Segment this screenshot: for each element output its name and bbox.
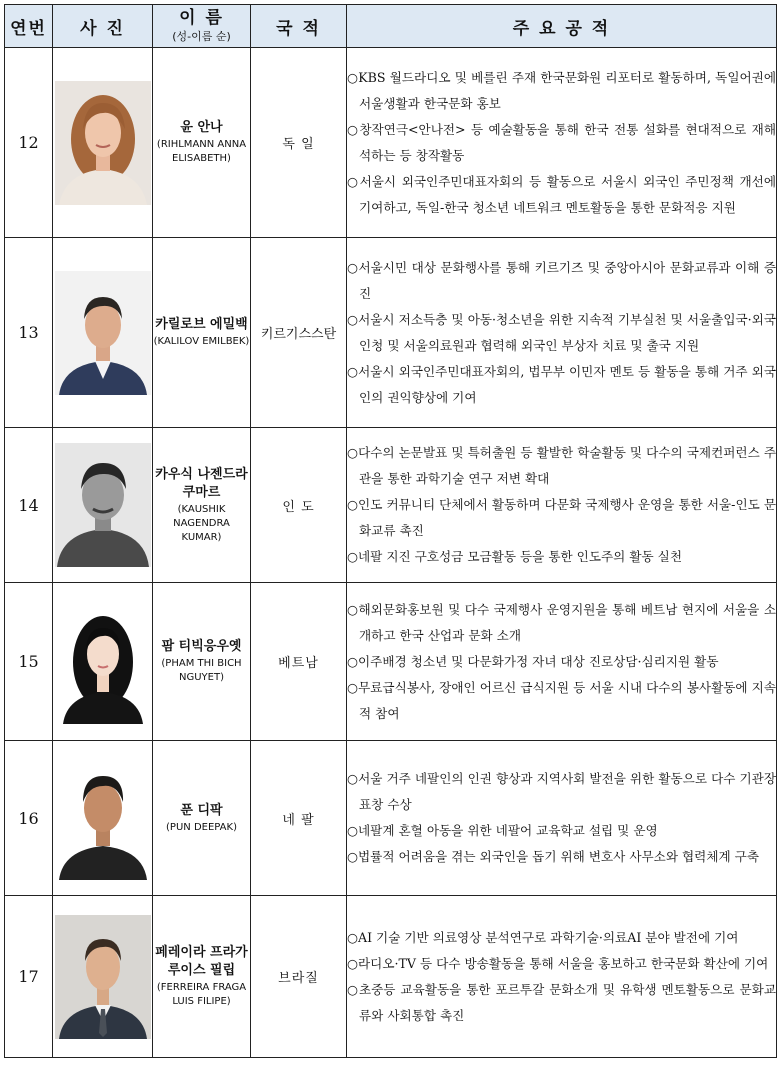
- name-cell: [153, 741, 251, 896]
- achievement-item: ○무료급식봉사, 장애인 어르신 급식지원 등 서울 시내 다수의 봉사활동에 지속적 참여: [347, 679, 776, 721]
- name-cell: [153, 238, 251, 428]
- english-name: (PHAM THI BICH NGUYET): [161, 658, 242, 683]
- awardees-table: [4, 4, 777, 1058]
- achievement-item: ○서울시민 대상 문화행사를 통해 키르기즈 및 중앙아시아 문화교류과 이해 증진: [347, 259, 776, 301]
- achievements-cell: [347, 583, 777, 741]
- achievement-item: ○네팔계 혼혈 아동을 위한 네팔어 교육학교 설립 및 운영: [347, 823, 658, 838]
- table-row: [5, 583, 777, 741]
- row-number: 17: [5, 896, 53, 1058]
- table-row: [5, 428, 777, 583]
- table-row: [5, 896, 777, 1058]
- nationality: 독 일: [251, 48, 347, 238]
- achievements-cell: [347, 741, 777, 896]
- english-name: (KAUSHIK NAGENDRA KUMAR): [173, 503, 230, 543]
- achievement-item: ○서울시 저소득층 및 아동·청소년을 위한 지속적 기부실천 및 서울출입국·외국인청 및 서울의료원과 협력해 외국인 부상자 치료 및 출국 지원: [347, 311, 776, 353]
- header-photo: 사 진: [53, 5, 153, 48]
- achievement-item: ○창작연극<안나전> 등 예술활동을 통해 한국 전통 설화를 현대적으로 재해석하는 등 창작활동: [347, 121, 776, 163]
- achievement-item: ○AI 기술 기반 의료영상 분석연구로 과학기술·의료AI 분야 발전에 기여: [347, 929, 739, 945]
- header-no: 연번: [5, 5, 53, 48]
- english-name: (KALILOV EMILBEK): [153, 336, 250, 347]
- achievement-item: ○서울 거주 네팔인의 인권 향상과 지역사회 발전을 위한 활동으로 다수 기관장 표창 수상: [347, 771, 776, 812]
- row-number: 14: [5, 428, 53, 583]
- table-row: [5, 238, 777, 428]
- achievement-item: ○네팔 지진 구호성금 모금활동 등을 통한 인도주의 활동 실천: [347, 549, 682, 564]
- achievement-item: ○인도 커뮤니티 단체에서 활동하며 다문화 국제행사 운영을 통한 서울-인도 문화교류 촉진: [347, 497, 776, 538]
- achievement-item: ○서울시 외국인주민대표자회의, 법무부 이민자 멘토 등 활동을 통해 거주 외국인의 권익향상에 기여: [347, 363, 776, 405]
- korean-name: 카릴로브 에밀백: [155, 317, 248, 332]
- portrait-photo: [55, 600, 151, 724]
- korean-name: 푼 디팍: [180, 802, 223, 818]
- achievement-item: ○KBS 월드라디오 및 베를린 주재 한국문화원 리포터로 활동하며, 독일어권에 서울생활과 한국문화 홍보: [347, 69, 776, 111]
- name-cell: [153, 896, 251, 1058]
- portrait-photo: [55, 915, 151, 1039]
- portrait-photo: [55, 443, 151, 567]
- korean-name: 카우식 나젠드라쿠마르: [155, 466, 248, 500]
- nationality: 네 팔: [251, 741, 347, 896]
- row-number: 16: [5, 741, 53, 896]
- korean-name: 페레이라 프라가 루이스 필립: [155, 945, 248, 978]
- nationality: 브라질: [251, 896, 347, 1058]
- row-number: 12: [5, 48, 53, 238]
- english-name: (PUN DEEPAK): [166, 821, 237, 833]
- nationality: 베트남: [251, 583, 347, 741]
- portrait-photo: [55, 756, 151, 880]
- table-row: [5, 741, 777, 896]
- name-cell: [153, 583, 251, 741]
- english-name: (FERREIRA FRAGA LUIS FILIPE): [156, 982, 247, 1007]
- name-cell: [153, 48, 251, 238]
- achievements-cell: [347, 428, 777, 583]
- row-number: 13: [5, 238, 53, 428]
- korean-name: 팜 티빅응우옛: [161, 639, 242, 654]
- achievement-item: ○다수의 논문발표 및 특허출원 등 활발한 학술활동 및 다수의 국제컨퍼런스 주관을 통한 과학기술 연구 저변 확대: [347, 445, 776, 486]
- english-name: (RIHLMANN ANNA ELISABETH): [156, 139, 247, 164]
- portrait-photo: [55, 81, 151, 205]
- header-achievements: 주 요 공 적: [347, 5, 777, 48]
- achievement-item: ○초중등 교육활동을 통한 포르투갈 문화소개 및 유학생 멘토활동으로 문화교류와 사회통합 촉진: [347, 981, 776, 1023]
- portrait-photo: [55, 271, 151, 395]
- achievement-item: ○라디오·TV 등 다수 방송활동을 통해 서울을 홍보하고 한국문화 확산에 기여: [347, 955, 769, 971]
- achievements-cell: [347, 896, 777, 1058]
- header-name-main: 이 름: [179, 7, 224, 28]
- korean-name: 윤 안나: [180, 120, 223, 135]
- achievement-item: ○법률적 어려움을 겪는 외국인을 돕기 위해 변호사 사무소와 협력체계 구축: [347, 849, 759, 864]
- achievement-item: ○이주배경 청소년 및 다문화가정 자녀 대상 진로상담·심리지원 활동: [347, 653, 719, 669]
- header-row: [5, 5, 777, 48]
- achievements-cell: [347, 238, 777, 428]
- name-cell: [153, 428, 251, 583]
- header-name-sub: (성-이름 순): [172, 29, 231, 43]
- row-number: 15: [5, 583, 53, 741]
- header-name: [153, 5, 251, 48]
- table-row: [5, 48, 777, 238]
- header-nationality: 국 적: [251, 5, 347, 48]
- achievement-item: ○서울시 외국인주민대표자회의 등 활동으로 서울시 외국인 주민정책 개선에 기여하고, 독일-한국 청소년 네트워크 멘토활동을 통한 문화적응 지원: [347, 173, 776, 215]
- achievement-item: ○해외문화홍보원 및 다수 국제행사 운영지원을 통해 베트남 현지에 서울을 소개하고 한국 산업과 문화 소개: [347, 601, 776, 643]
- nationality: 인 도: [251, 428, 347, 583]
- nationality: 키르기스스탄: [251, 238, 347, 428]
- achievements-cell: [347, 48, 777, 238]
